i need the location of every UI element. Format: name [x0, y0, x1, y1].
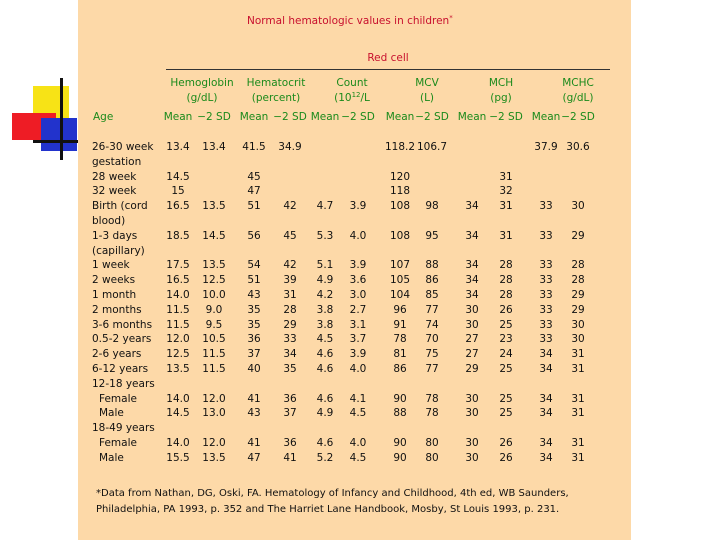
table-cell: 34: [465, 289, 479, 301]
table-cell: 31: [571, 363, 585, 375]
row-age-label: Female: [99, 437, 137, 449]
table-cell: 30: [465, 318, 479, 331]
table-cell: 31: [499, 170, 513, 183]
table-cell: 36: [247, 333, 261, 346]
table-cell: 11.5: [166, 318, 190, 331]
table-cell: 9.5: [205, 318, 223, 331]
table-cell: 13.4: [202, 141, 226, 153]
table-cell: 96: [393, 303, 407, 316]
table-cell: 12.0: [202, 437, 226, 449]
table-cell: 90: [393, 451, 407, 464]
table-cell: 11.5: [202, 363, 226, 375]
table-cell: 4.6: [316, 437, 334, 449]
table-cell: 80: [425, 437, 439, 449]
table-cell: 120: [389, 170, 411, 183]
table-cell: 31: [499, 200, 513, 213]
table-cell: 29: [465, 363, 479, 375]
row-age-label: 2-6 years: [92, 348, 142, 361]
table-cell: 16.5: [166, 200, 190, 213]
table-cell: 28: [499, 274, 513, 287]
table-cell: 33: [539, 333, 553, 346]
table-cell: 30: [465, 451, 479, 464]
row-age-label: 2 months: [92, 303, 142, 316]
row-age-label: 18-49 years: [92, 422, 155, 435]
row-age-label: blood): [92, 215, 126, 227]
column-header-mchc: MCHC: [562, 77, 594, 89]
row-age-label: gestation: [92, 155, 142, 168]
table-cell: 3.8: [316, 303, 334, 316]
table-cell: 34: [539, 363, 553, 375]
table-cell: 18.5: [166, 229, 190, 242]
table-cell: 26: [499, 437, 513, 449]
decor-blue-square: [41, 118, 77, 151]
column-header-hemoglobin: Hemoglobin: [170, 77, 234, 89]
table-cell: 4.5: [316, 333, 334, 346]
table-cell: 28: [283, 303, 297, 316]
table-cell: 3.9: [349, 259, 367, 272]
table-cell: 13.0: [202, 407, 226, 420]
table-cell: 14.5: [166, 407, 190, 420]
table-cell: 9.0: [205, 303, 223, 316]
column-header-mcv: MCV: [415, 77, 439, 89]
table-cell: 118: [389, 185, 411, 198]
row-age-label: 26-30 week: [92, 141, 154, 153]
table-cell: 30: [571, 200, 585, 213]
table-cell: 3.6: [349, 274, 367, 287]
table-cell: 2.7: [349, 303, 367, 316]
table-cell: 33: [539, 259, 553, 272]
table-cell: 4.0: [349, 229, 367, 242]
table-cell: 34: [539, 392, 553, 405]
table-cell: 29: [571, 289, 585, 301]
table-cell: 34: [465, 259, 479, 272]
table-cell: 11.5: [202, 348, 226, 361]
table-cell: 13.5: [202, 451, 226, 464]
table-cell: 4.9: [316, 274, 334, 287]
table-cell: 13.5: [202, 200, 226, 213]
table-cell: 4.6: [316, 348, 334, 361]
table-cell: 30.6: [566, 141, 590, 153]
table-cell: 12.0: [202, 392, 226, 405]
table-cell: 4.9: [316, 407, 334, 420]
table-cell: 3.0: [349, 289, 367, 301]
table-cell: 108: [389, 229, 411, 242]
footnote-line-1: *Data from Nathan, DG, Oski, FA. Hematology of Infancy and Childhood, 4th ed, WB Saunders,: [96, 488, 569, 499]
table-cell: 56: [247, 229, 261, 242]
table-cell: 45: [283, 229, 297, 242]
table-cell: 12.5: [202, 274, 226, 287]
table-cell: 4.6: [316, 363, 334, 375]
table-cell: 41: [247, 392, 261, 405]
table-cell: 31: [571, 348, 585, 361]
table-cell: 31: [571, 451, 585, 464]
table-cell: 14.0: [166, 437, 190, 449]
row-age-label: Male: [99, 407, 124, 420]
footnote-line-2: Philadelphia, PA 1993, p. 352 and The Harriet Lane Handbook, Mosby, St Louis 1993, p. 231.: [96, 504, 560, 515]
footnote: [96, 486, 569, 518]
table-cell: 4.1: [349, 392, 367, 405]
table-cell: 4.0: [349, 363, 367, 375]
table-cell: 3.1: [349, 318, 367, 331]
page-title: [247, 15, 453, 28]
table-cell: 16.5: [166, 274, 190, 287]
table-cell: 29: [571, 303, 585, 316]
stat-header-5: −2 SD: [341, 111, 375, 123]
table-cell: 33: [283, 333, 297, 346]
table-cell: 4.7: [316, 200, 334, 213]
table-cell: 81: [393, 348, 407, 361]
table-cell: 15: [171, 185, 185, 198]
table-cell: 45: [247, 170, 261, 183]
table-cell: 3.8: [316, 318, 334, 331]
table-cell: 31: [571, 437, 585, 449]
stat-header-7: −2 SD: [415, 111, 449, 123]
table-cell: 88: [425, 259, 439, 272]
table-cell: 5.1: [316, 259, 334, 272]
table-cell: 35: [247, 318, 261, 331]
table-cell: 31: [571, 392, 585, 405]
table-cell: 70: [425, 333, 439, 346]
table-cell: 86: [393, 363, 407, 375]
table-cell: 105: [389, 274, 411, 287]
table-cell: 4.5: [349, 451, 367, 464]
stat-header-8: Mean: [457, 111, 487, 123]
table-cell: 51: [247, 274, 261, 287]
column-unit-count: [334, 92, 370, 105]
table-cell: 80: [425, 451, 439, 464]
table-cell: 106.7: [416, 141, 448, 153]
table-cell: 51: [247, 200, 261, 213]
stat-header-1: −2 SD: [197, 111, 231, 123]
row-age-label: 0.5-2 years: [92, 333, 152, 346]
table-cell: 29: [283, 318, 297, 331]
table-cell: 3.9: [349, 200, 367, 213]
table-cell: 10.0: [202, 289, 226, 301]
row-age-label: 12-18 years: [92, 377, 155, 390]
table-cell: 34: [465, 229, 479, 242]
table-cell: 37: [283, 407, 297, 420]
table-cell: 31: [499, 229, 513, 242]
row-age-label: 1 month: [92, 289, 137, 301]
table-cell: 34: [539, 348, 553, 361]
age-header: Age: [93, 111, 114, 123]
table-cell: 33: [539, 303, 553, 316]
table-cell: 4.0: [349, 437, 367, 449]
table-cell: 30: [465, 303, 479, 316]
table-cell: 25: [499, 392, 513, 405]
table-cell: 31: [571, 407, 585, 420]
table-cell: 107: [389, 259, 411, 272]
table-cell: 3.9: [349, 348, 367, 361]
row-age-label: (capillary): [92, 244, 145, 257]
row-age-label: 32 week: [92, 185, 137, 198]
table-cell: 12.5: [166, 348, 190, 361]
table-cell: 43: [247, 407, 261, 420]
table-cell: 23: [499, 333, 513, 346]
table-cell: 41: [247, 437, 261, 449]
row-age-label: 28 week: [92, 170, 137, 183]
table-cell: 30: [571, 318, 585, 331]
table-cell: 39: [283, 274, 297, 287]
table-cell: 42: [283, 200, 297, 213]
column-unit-hematocrit: (percent): [251, 92, 301, 104]
row-age-label: 3-6 months: [92, 318, 153, 331]
stat-header-3: −2 SD: [273, 111, 307, 123]
row-age-label: 6-12 years: [92, 363, 149, 375]
table-cell: 27: [465, 348, 479, 361]
table-cell: 13.5: [166, 363, 190, 375]
table-cell: 12.0: [166, 333, 190, 346]
table-cell: 33: [539, 274, 553, 287]
table-cell: 34: [539, 437, 553, 449]
table-cell: 17.5: [166, 259, 190, 272]
table-cell: 26: [499, 451, 513, 464]
table-cell: 37.9: [534, 141, 558, 153]
table-cell: 4.2: [316, 289, 334, 301]
stat-header-2: Mean: [239, 111, 269, 123]
count-unit-base: (10: [334, 92, 352, 104]
table-cell: 11.5: [166, 303, 190, 316]
table-cell: 27: [465, 333, 479, 346]
decor-horizontal-line: [33, 140, 78, 143]
table-cell: 34: [283, 348, 297, 361]
table-cell: 42: [283, 259, 297, 272]
table-cell: 34: [465, 200, 479, 213]
table-cell: 14.5: [202, 229, 226, 242]
decor-vertical-line: [60, 78, 63, 160]
table-cell: 36: [283, 392, 297, 405]
stat-header-10: Mean: [531, 111, 561, 123]
table-cell: 36: [283, 437, 297, 449]
table-cell: 34: [465, 274, 479, 287]
table-cell: 32: [499, 185, 513, 198]
table-cell: 30: [465, 407, 479, 420]
table-cell: 47: [247, 185, 261, 198]
column-header-count: Count: [336, 77, 368, 89]
table-cell: 35: [283, 363, 297, 375]
table-cell: 30: [465, 392, 479, 405]
table-cell: 34: [539, 407, 553, 420]
table-cell: 33: [539, 229, 553, 242]
table-cell: 78: [393, 333, 407, 346]
table-cell: 41: [283, 451, 297, 464]
table-cell: 118.2: [384, 141, 416, 153]
table-cell: 90: [393, 437, 407, 449]
table-cell: 28: [571, 259, 585, 272]
table-cell: 13.4: [166, 141, 190, 153]
table-cell: 78: [425, 392, 439, 405]
table-cell: 54: [247, 259, 261, 272]
table-cell: 74: [425, 318, 439, 331]
group-header: Red cell: [367, 52, 409, 64]
table-cell: 26: [499, 303, 513, 316]
table-cell: 86: [425, 274, 439, 287]
table-cell: 4.5: [349, 407, 367, 420]
table-cell: 5.2: [316, 451, 334, 464]
table-cell: 29: [571, 229, 585, 242]
table-cell: 35: [247, 303, 261, 316]
row-age-label: 1-3 days: [92, 229, 138, 242]
table-cell: 25: [499, 318, 513, 331]
table-cell: 25: [499, 407, 513, 420]
stat-header-11: −2 SD: [561, 111, 595, 123]
table-cell: 30: [571, 333, 585, 346]
table-cell: 41.5: [242, 141, 266, 153]
row-age-label: Birth (cord: [92, 200, 148, 213]
title-text: Normal hematologic values in children: [247, 15, 450, 27]
table-cell: 25: [499, 363, 513, 375]
header-rule: [166, 69, 610, 70]
table-cell: 90: [393, 392, 407, 405]
table-cell: 108: [389, 200, 411, 213]
table-cell: 77: [425, 363, 439, 375]
table-cell: 75: [425, 348, 439, 361]
column-unit-hemoglobin: (g/dL): [186, 92, 218, 104]
table-cell: 28: [499, 259, 513, 272]
table-cell: 40: [247, 363, 261, 375]
column-unit-mch: (pg): [490, 92, 512, 104]
table-cell: 3.7: [349, 333, 367, 346]
stat-header-4: Mean: [310, 111, 340, 123]
table-cell: 33: [539, 289, 553, 301]
stat-header-6: Mean: [385, 111, 415, 123]
column-header-mch: MCH: [488, 77, 514, 89]
column-header-hematocrit: Hematocrit: [246, 77, 306, 89]
table-cell: 104: [389, 289, 411, 301]
count-unit-suffix: /L: [360, 92, 370, 104]
table-cell: 98: [425, 200, 439, 213]
table-cell: 14.0: [166, 392, 190, 405]
table-cell: 28: [499, 289, 513, 301]
row-age-label: 1 week: [92, 259, 130, 272]
table-cell: 33: [539, 200, 553, 213]
table-cell: 47: [247, 451, 261, 464]
table-cell: 14.5: [166, 170, 190, 183]
row-age-label: Male: [99, 451, 124, 464]
table-cell: 43: [247, 289, 261, 301]
table-cell: 34: [539, 451, 553, 464]
table-cell: 78: [425, 407, 439, 420]
count-unit-exponent: 12: [351, 91, 361, 99]
stat-header-9: −2 SD: [489, 111, 523, 123]
table-cell: 30: [465, 437, 479, 449]
table-cell: 95: [425, 229, 439, 242]
table-cell: 13.5: [202, 259, 226, 272]
table-cell: 14.0: [166, 289, 190, 301]
row-age-label: 2 weeks: [92, 274, 136, 287]
table-cell: 34.9: [278, 141, 302, 153]
table-cell: 4.6: [316, 392, 334, 405]
row-age-label: Female: [99, 392, 137, 405]
table-cell: 85: [425, 289, 439, 301]
column-unit-mchc: (g/dL): [562, 92, 594, 104]
stat-header-0: Mean: [163, 111, 193, 123]
table-cell: 10.5: [202, 333, 226, 346]
table-cell: 37: [247, 348, 261, 361]
column-unit-mcv: (L): [419, 92, 435, 104]
table-cell: 33: [539, 318, 553, 331]
table-cell: 28: [571, 274, 585, 287]
table-cell: 31: [283, 289, 297, 301]
title-footnote-mark: *: [449, 14, 453, 22]
table-cell: 5.3: [316, 229, 334, 242]
table-cell: 24: [499, 348, 513, 361]
table-cell: 15.5: [166, 451, 190, 464]
table-cell: 77: [425, 303, 439, 316]
table-cell: 91: [393, 318, 407, 331]
table-cell: 88: [393, 407, 407, 420]
